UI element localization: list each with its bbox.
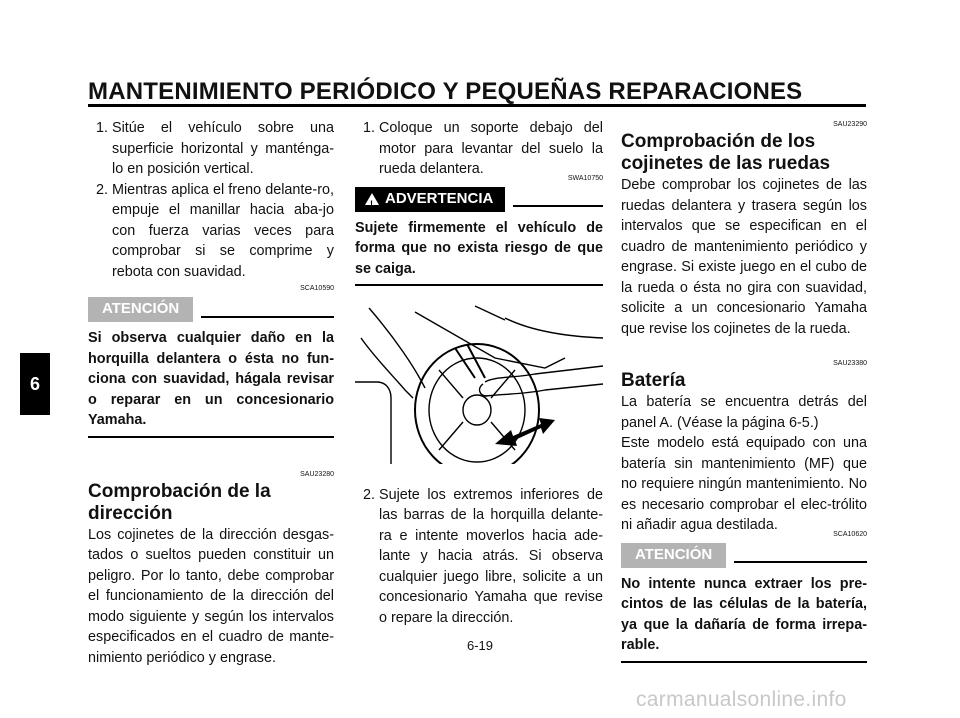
steps-list — [88, 118, 334, 282]
warning-code: SWA10750 — [567, 174, 603, 182]
steps-list — [355, 118, 603, 180]
section-title-wheel-bearings: Comprobación de los cojinetes de las ruedas — [621, 131, 831, 174]
caution-text: Si observa cualquier daño en la horquilla delantera o ésta no fun-ciona con suavidad, hágala revisar o reparar en un concesionario Yamaha. — [88, 328, 334, 438]
step-text: Sitúe el vehículo sobre una superficie horizontal y manténga-lo en posición vertical. — [112, 120, 334, 177]
badge-rule — [734, 561, 867, 563]
caution-text: No intente nunca extraer los pre-cintos de las células de la batería, ya que la dañaría de forma irrepa-rable. — [621, 574, 867, 663]
section-text-wheel-bearings: Debe comprobar los cojinetes de las ruedas delantera y trasera según los intervalos que se especifican en el cuadro de mantenimiento periódico y engrase. Si existe juego en el cubo de la rueda o ésta no gira con suavidad, solicite a un concesionario Yamaha que revise los cojinetes de la rueda. — [621, 177, 867, 337]
step-item — [355, 118, 603, 180]
wheel-illustration — [355, 298, 603, 464]
caution-badge: ATENCIÓN — [88, 297, 193, 322]
step-text: Sujete los extremos inferiores de las barras de la horquilla delante-ra e intente moverlos hacia ade-lante y hacia atrás. Si observa cualquier juego libre, solicite a un concesionario Yamaha que revise o repare la dirección. — [379, 486, 603, 626]
step-number: 1. — [363, 120, 376, 136]
step-number: 2. — [363, 486, 376, 503]
warning-text: Sujete firmemente el vehículo de forma que no exista riesgo de que se caiga. — [355, 218, 603, 287]
caution-header — [88, 297, 334, 322]
section-code: SAU23380 — [833, 360, 867, 367]
column-right — [621, 118, 867, 663]
step-number: 2. — [96, 181, 109, 198]
warning-label: ADVERTENCIA — [385, 189, 494, 207]
page-number: 6-19 — [466, 638, 494, 653]
section-code: SAU23280 — [300, 470, 334, 478]
watermark: carmanualsonline.info — [636, 688, 847, 711]
caution-header — [621, 543, 867, 568]
warning-badge — [355, 187, 505, 212]
badge-rule — [513, 205, 603, 207]
caution-code: SCA10590 — [300, 285, 334, 292]
battery-text-maintenance: Este modelo está equipado con una batería sin mantenimiento (MF) que no requiere ningún mantenimiento. No es necesario comprobar el elec-trólito ni añadir agua destilada. — [621, 435, 867, 533]
steps-list — [355, 485, 603, 629]
page-header-title: MANTENIMIENTO PERIÓDICO Y PEQUEÑAS REPARACIONES — [88, 78, 803, 105]
step-item — [88, 118, 334, 180]
caution-badge: ATENCIÓN — [621, 543, 726, 568]
warning-triangle-icon — [365, 193, 379, 205]
header-rule — [88, 104, 866, 107]
chapter-tab: 6 — [20, 353, 50, 415]
badge-rule — [201, 316, 334, 318]
step-item — [88, 180, 334, 283]
section-text-steering: Los cojinetes de la dirección desgas-tados o sueltos pueden constituir un peligro. Por lo tanto, debe comprobar el funcionamiento de la dirección del modo siguiente y según los intervalos especificados en el cuadro de mante-nimiento periódico y engrase. — [88, 526, 334, 666]
section-title-battery: Batería — [621, 370, 686, 391]
battery-text-location: La batería se encuentra detrás del panel A. (Véase la página 6-5.) — [621, 394, 867, 431]
step-item — [355, 485, 603, 629]
caution-code: SCA10620 — [833, 530, 867, 538]
step-text: Coloque un soporte debajo del motor para levantar del suelo la rueda delantera. — [379, 120, 603, 177]
column-middle — [355, 118, 603, 628]
column-left — [88, 118, 334, 668]
step-number: 1. — [96, 120, 109, 136]
section-code: SAU23290 — [833, 121, 867, 128]
warning-header — [355, 187, 603, 212]
section-title-steering: Comprobación de la dirección — [88, 480, 271, 524]
step-text: Mientras aplica el freno delante-ro, empuje el manillar hacia aba-jo con fuerza varias veces para comprobar si se comprime y rebota con suavidad. — [112, 181, 334, 280]
